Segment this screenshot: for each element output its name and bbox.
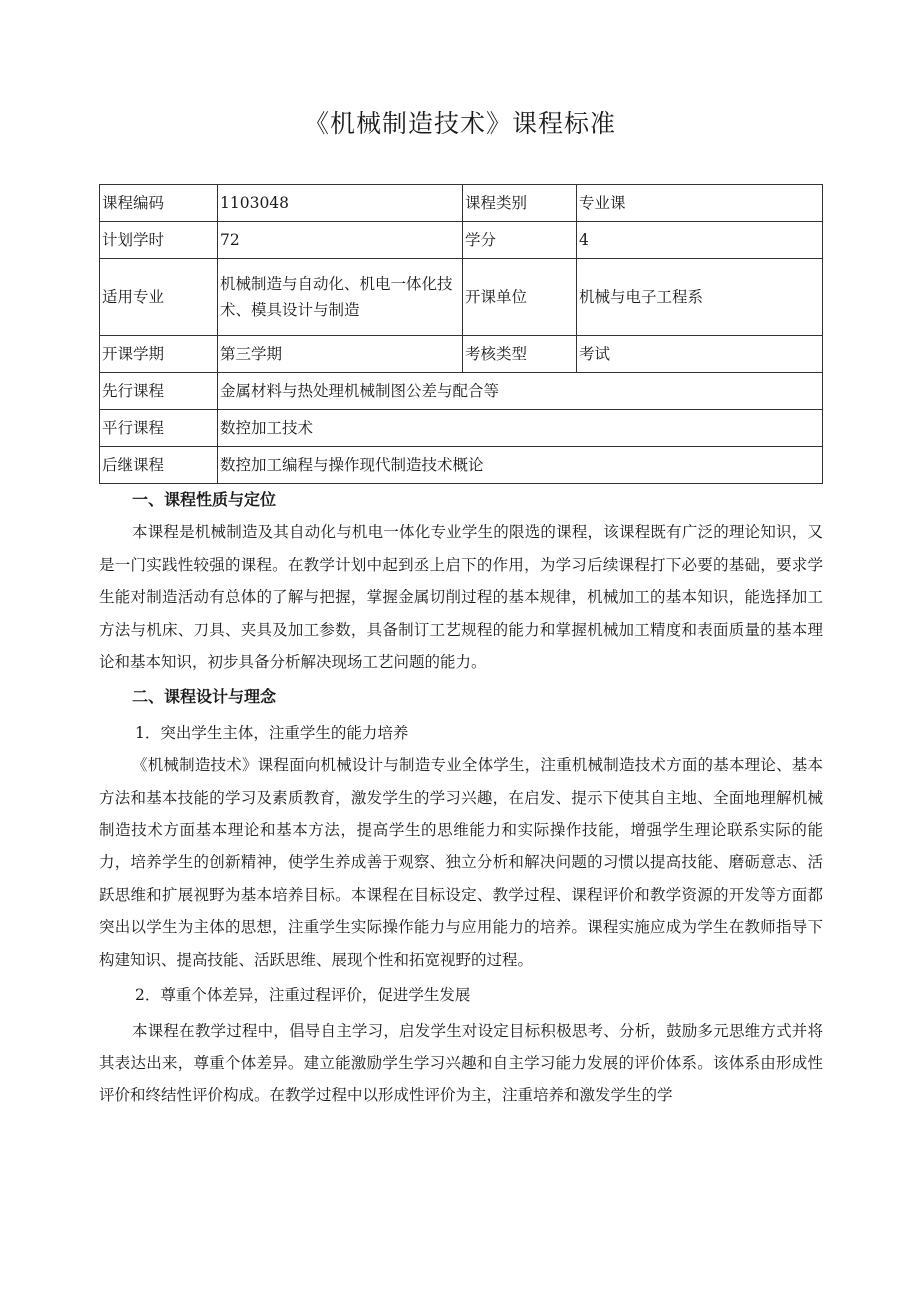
section2-subheading-2: 2．尊重个体差异，注重过程评价，促进学生发展 [135,986,471,1005]
major-value: 机械制造与自动化、机电一体化技术、模具设计与制造 [218,259,463,336]
section1-paragraph: 本课程是机械制造及其自动化与机电一体化专业学生的限选的课程，该课程既有广泛的理论知识，又是一门实践性较强的课程。在教学计划中起到丞上启下的作用，为学习后续课程打下必要的基础，要求学生能对制造活动有总体的了解与把握，掌握金属切削过程的基本规律，机械加工的基本知识，能选择加工方法与机床、刀具、夹具及加工参数，具备制订工艺规程的能力和掌握机械加工精度和表面质量的基本理论和基本知识，初步具备分析解决现场工艺问题的能力。 [99,523,823,672]
table-row [100,259,823,336]
course-type-value: 专业课 [577,185,823,222]
section2-heading: 二、课程设计与理念 [132,687,277,707]
credits-label: 学分 [463,222,577,259]
table-row [100,410,823,447]
document-body [99,484,823,1112]
exam-label: 考核类型 [463,336,577,373]
course-code-label: 课程编码 [100,185,218,222]
department-label: 开课单位 [463,259,577,336]
course-code-value: 1103048 [218,185,463,222]
section2-paragraph-2: 本课程在教学过程中，倡导自主学习，启发学生对设定目标积极思考、分析，鼓励多元思维方式并将其表达出来，尊重个体差异。建立能激励学生学习兴趣和自主学习能力发展的评价体系。该体系由形成性评价和终结性评价构成。在教学过程中以形成性评价为主，注重培养和激发学生的学 [99,1021,823,1105]
followup-value: 数控加工编程与操作现代制造技术概论 [218,447,823,484]
hours-value: 72 [218,222,463,259]
credits-value: 4 [577,222,823,259]
table-row [100,222,823,259]
page-title: 《机械制造技术》课程标准 [303,109,616,138]
table-row [100,185,823,222]
followup-label: 后继课程 [100,447,218,484]
section2-paragraph-1: 《机械制造技术》课程面向机械设计与制造专业全体学生，注重机械制造技术方面的基本理论、基本方法和基本技能的学习及素质教育，激发学生的学习兴趣，在启发、提示下使其自主地、全面地理解机械制造技术方面基本理论和基本方法，提高学生的思维能力和实际操作技能，增强学生理论联系实际的能力，培养学生的创新精神，使学生养成善于观察、独立分析和解决问题的习惯以提高技能、磨砺意志、活跃思维和扩展视野为基本培养目标。本课程在目标设定、教学过程、课程评价和教学资源的开发等方面都突出以学生为主体的思想，注重学生实际操作能力与应用能力的培养。课程实施应成为学生在教师指导下构建知识、提高技能、活跃思维、展现个性和拓宽视野的过程。 [99,756,823,969]
course-type-label: 课程类别 [463,185,577,222]
table-row [100,336,823,373]
semester-value: 第三学期 [218,336,463,373]
course-info-table [99,184,823,484]
hours-label: 计划学时 [100,222,218,259]
prereq-label: 先行课程 [100,373,218,410]
semester-label: 开课学期 [100,336,218,373]
parallel-label: 平行课程 [100,410,218,447]
table-row [100,447,823,484]
section1-heading: 一、课程性质与定位 [132,490,277,509]
exam-value: 考试 [577,336,823,373]
prereq-value: 金属材料与热处理机械制图公差与配合等 [218,373,823,410]
parallel-value: 数控加工技术 [218,410,823,447]
department-value: 机械与电子工程系 [577,259,823,336]
major-label: 适用专业 [100,259,218,336]
section2-subheading-1: 1．突出学生主体，注重学生的能力培养 [135,723,409,742]
table-row [100,373,823,410]
